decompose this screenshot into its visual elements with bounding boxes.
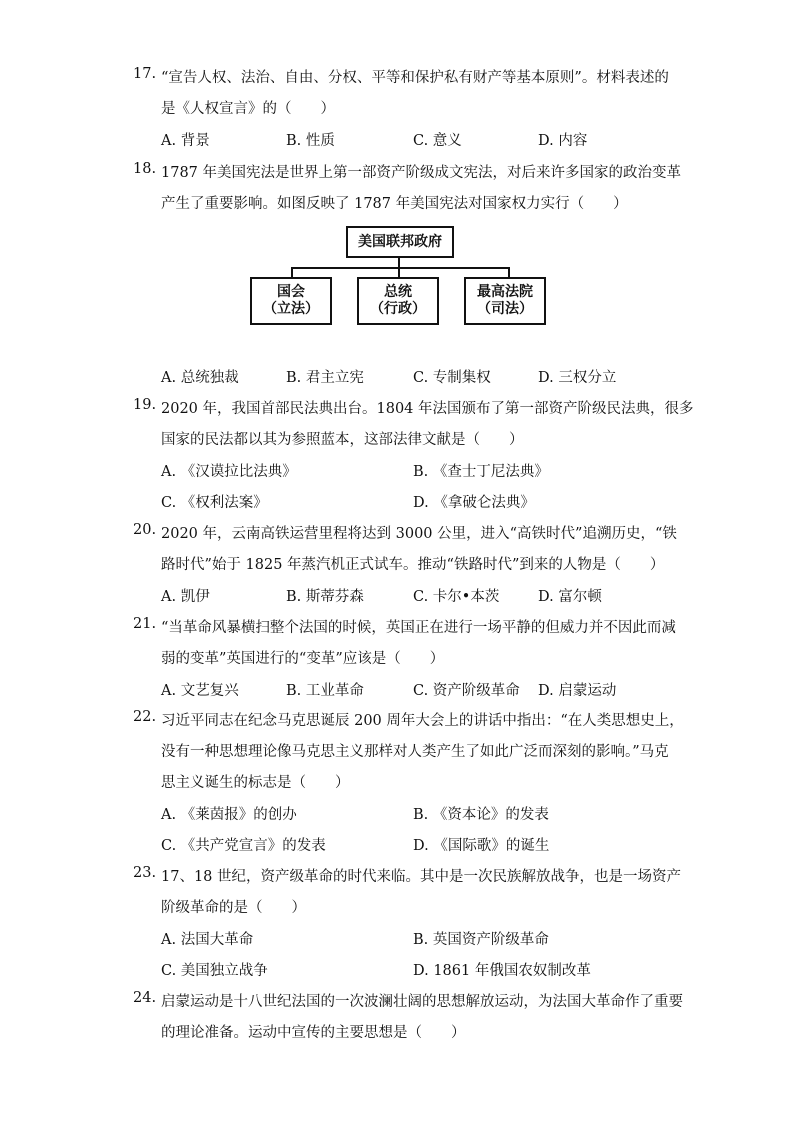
option-a: A. 《莱茵报》的创办 (161, 807, 297, 823)
question-number: 23. (133, 865, 157, 881)
branch-role: （司法） (477, 301, 533, 317)
branch-role: （行政） (370, 301, 426, 317)
option-d: D. 内容 (538, 133, 588, 149)
question-text-line: 2020 年，我国首部民法典出台。1804 年法国颁布了第一部资产阶级民法典，很多 (161, 401, 694, 417)
question-text-line: 启蒙运动是十八世纪法国的一次波澜壮阔的思想解放运动，为法国大革命作了重要 (161, 994, 683, 1010)
option-c: C. 美国独立战争 (161, 963, 268, 979)
option-a: A. 文艺复兴 (161, 683, 239, 699)
question-number: 21. (133, 616, 157, 632)
diagram-top-label: 美国联邦政府 (358, 233, 442, 250)
diagram-connector (508, 267, 510, 277)
option-c: C. 意义 (413, 133, 462, 149)
option-c: C. 专制集权 (413, 370, 491, 386)
question-number: 22. (133, 709, 157, 725)
option-a: A. 《汉谟拉比法典》 (161, 464, 297, 480)
question-number: 18. (133, 161, 157, 177)
option-c: C. 《权利法案》 (161, 495, 268, 511)
government-structure-diagram (250, 226, 546, 326)
question-text-line: “当革命风暴横扫整个法国的时候，英国正在进行一场平静的但威力并不因此而减 (161, 620, 676, 636)
branch-role: （立法） (263, 301, 319, 317)
diagram-connector (291, 267, 293, 277)
question-text-line: 路时代”始于 1825 年蒸汽机正式试车。推动“铁路时代”到来的人物是（ ） (161, 557, 665, 573)
diagram-branch-judicial (464, 277, 546, 325)
option-d: D. 启蒙运动 (538, 683, 617, 699)
option-a: A. 总统独裁 (161, 370, 239, 386)
question-text-line: 阶级革命的是（ ） (161, 900, 306, 916)
option-d: D. 《国际歌》的诞生 (413, 838, 550, 854)
question-text-line: 思主义诞生的标志是（ ） (161, 775, 350, 791)
question-number: 19. (133, 397, 157, 413)
option-b: B. 《查士丁尼法典》 (413, 464, 549, 480)
option-d: D. 1861 年俄国农奴制改革 (413, 963, 591, 979)
option-a: A. 背景 (161, 133, 210, 149)
question-text-line: 没有一种思想理论像马克思主义那样对人类产生了如此广泛而深刻的影响。”马克 (161, 744, 669, 760)
question-number: 17. (133, 66, 157, 82)
option-c: C. 《共产党宣言》的发表 (161, 838, 326, 854)
branch-name: 总统 (384, 284, 412, 300)
question-text-line: 的理论准备。运动中宣传的主要思想是（ ） (161, 1025, 466, 1041)
option-c: C. 资产阶级革命 (413, 683, 520, 699)
question-text-line: 17、18 世纪，资产级革命的时代来临。其中是一次民族解放战争，也是一场资产 (161, 869, 682, 885)
branch-name: 国会 (277, 284, 305, 300)
question-text-line: “宣告人权、法治、自由、分权、平等和保护私有财产等基本原则”。材料表述的 (161, 70, 669, 86)
option-b: B. 英国资产阶级革命 (413, 932, 549, 948)
option-d: D. 三权分立 (538, 370, 617, 386)
question-text-line: 习近平同志在纪念马克思诞辰 200 周年大会上的讲话中指出：“在人类思想史上， (161, 713, 684, 729)
diagram-top-box (346, 226, 454, 258)
option-d: D. 《拿破仑法典》 (413, 495, 535, 511)
question-text-line: 是《人权宣言》的（ ） (161, 101, 335, 117)
option-b: B. 工业革命 (286, 683, 364, 699)
option-a: A. 凯伊 (161, 589, 210, 605)
option-b: B. 斯蒂芬森 (286, 589, 364, 605)
diagram-connector (291, 267, 509, 269)
option-b: B. 《资本论》的发表 (413, 807, 549, 823)
option-b: B. 君主立宪 (286, 370, 364, 386)
option-c: C. 卡尔•本茨 (413, 589, 500, 605)
question-text-line: 产生了重要影响。如图反映了 1787 年美国宪法对国家权力实行（ ） (161, 196, 628, 212)
question-number: 24. (133, 990, 157, 1006)
option-d: D. 富尔顿 (538, 589, 602, 605)
question-text-line: 国家的民法都以其为参照蓝本，这部法律文献是（ ） (161, 432, 524, 448)
question-text-line: 弱的变革”英国进行的“变革”应该是（ ） (161, 651, 445, 667)
question-number: 20. (133, 522, 157, 538)
diagram-branch-legislative (250, 277, 332, 325)
question-text-line: 2020 年，云南高铁运营里程将达到 3000 公里，进入“高铁时代”追溯历史，“铁 (161, 526, 677, 542)
option-a: A. 法国大革命 (161, 932, 254, 948)
question-text-line: 1787 年美国宪法是世界上第一部资产阶级成文宪法，对后来许多国家的政治变革 (161, 165, 682, 181)
diagram-branch-executive (357, 277, 439, 325)
diagram-connector (398, 267, 400, 277)
branch-name: 最高法院 (477, 284, 533, 300)
option-b: B. 性质 (286, 133, 335, 149)
